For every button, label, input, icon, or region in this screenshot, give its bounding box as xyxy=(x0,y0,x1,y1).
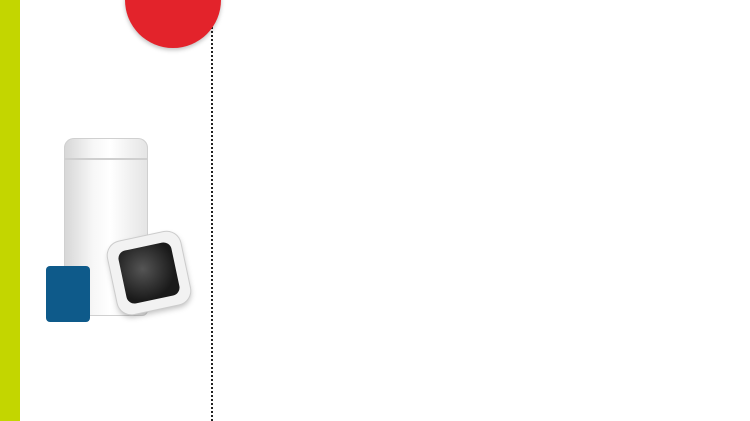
bin-lid-seam xyxy=(64,158,148,160)
page-margin-strip xyxy=(0,0,20,421)
column-divider xyxy=(211,0,213,421)
bin-bag-image xyxy=(117,241,181,305)
codeword-grid xyxy=(222,0,750,381)
have-you-tried-badge xyxy=(125,0,221,48)
ces-award-logo xyxy=(46,266,90,322)
bin-refill-tray-image xyxy=(105,229,193,317)
